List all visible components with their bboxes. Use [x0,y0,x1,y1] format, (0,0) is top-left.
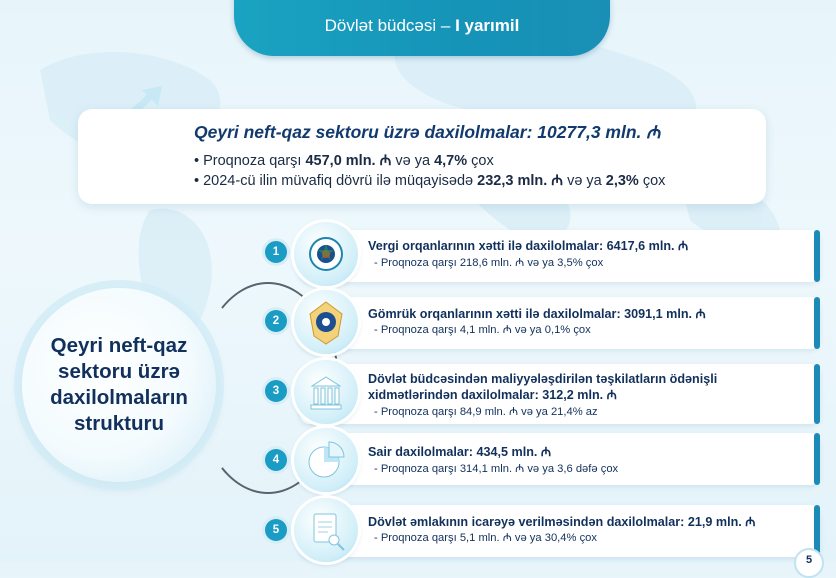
government-building-icon [294,360,358,424]
item-number-badge: 3 [265,380,287,402]
list-item [300,505,820,557]
customs-emblem-icon [294,290,358,354]
structure-circle [22,288,216,482]
item-subtitle: - Proqnoza qarşı 218,6 mln. ₼ və ya 3,5% çox [374,257,604,269]
item-title: Dövlət büdcəsindən maliyyələşdirilən təşkilatların ödənişli xidmətlərindən daxilolmalar: 312,2 mln. ₼ [368,372,718,402]
page-number: 5 [794,548,824,578]
item-subtitle: - Proqnoza qarşı 4,1 mln. ₼ və ya 0,1% çox [374,324,591,336]
structure-label: Qeyri neft-qaz sektoru üzrə daxilolmaların strukturu [50,334,188,435]
list-item [300,230,820,282]
headline-bullet-comparison: • 2024-cü ilin müvafiq dövrü ilə müqayisədə 232,3 mln. ₼ və ya 2,3% çox [194,173,666,189]
pie-chart-icon [294,428,358,492]
item-subtitle: - Proqnoza qarşı 5,1 mln. ₼ və ya 30,4% çox [374,532,597,544]
item-title: Vergi orqanlarının xətti ilə daxilolmalar: 6417,6 mln. ₼ [368,239,689,253]
item-subtitle: - Proqnoza qarşı 314,1 mln. ₼ və ya 3,6 dəfə çox [374,463,619,475]
item-subtitle: - Proqnoza qarşı 84,9 mln. ₼ və ya 21,4% az [374,406,598,418]
item-title: Dövlət əmlakının icarəyə verilməsindən daxilolmalar: 21,9 mln. ₼ [368,515,756,529]
item-title: Sair daxilolmalar: 434,5 mln. ₼ [368,445,552,459]
headline-title: Qeyri neft-qaz sektoru üzrə daxilolmalar: 10277,3 mln. ₼ [194,122,661,142]
item-number-badge: 5 [265,519,287,541]
list-item [300,297,820,349]
list-item [300,364,820,424]
item-title: Gömrük orqanlarının xətti ilə daxilolmalar: 3091,1 mln. ₼ [368,307,706,321]
banner-title: Dövlət büdcəsi – I yarımil [324,16,520,35]
list-item [300,433,820,485]
item-number-badge: 4 [265,449,287,471]
title-banner [234,0,610,56]
headline-bullet-forecast: • Proqnoza qarşı 457,0 mln. ₼ və ya 4,7% çox [194,153,494,169]
item-number-badge: 1 [265,241,287,263]
tax-emblem-icon [294,222,358,286]
document-key-icon [294,498,358,562]
headline-card [78,109,766,204]
item-number-badge: 2 [265,310,287,332]
